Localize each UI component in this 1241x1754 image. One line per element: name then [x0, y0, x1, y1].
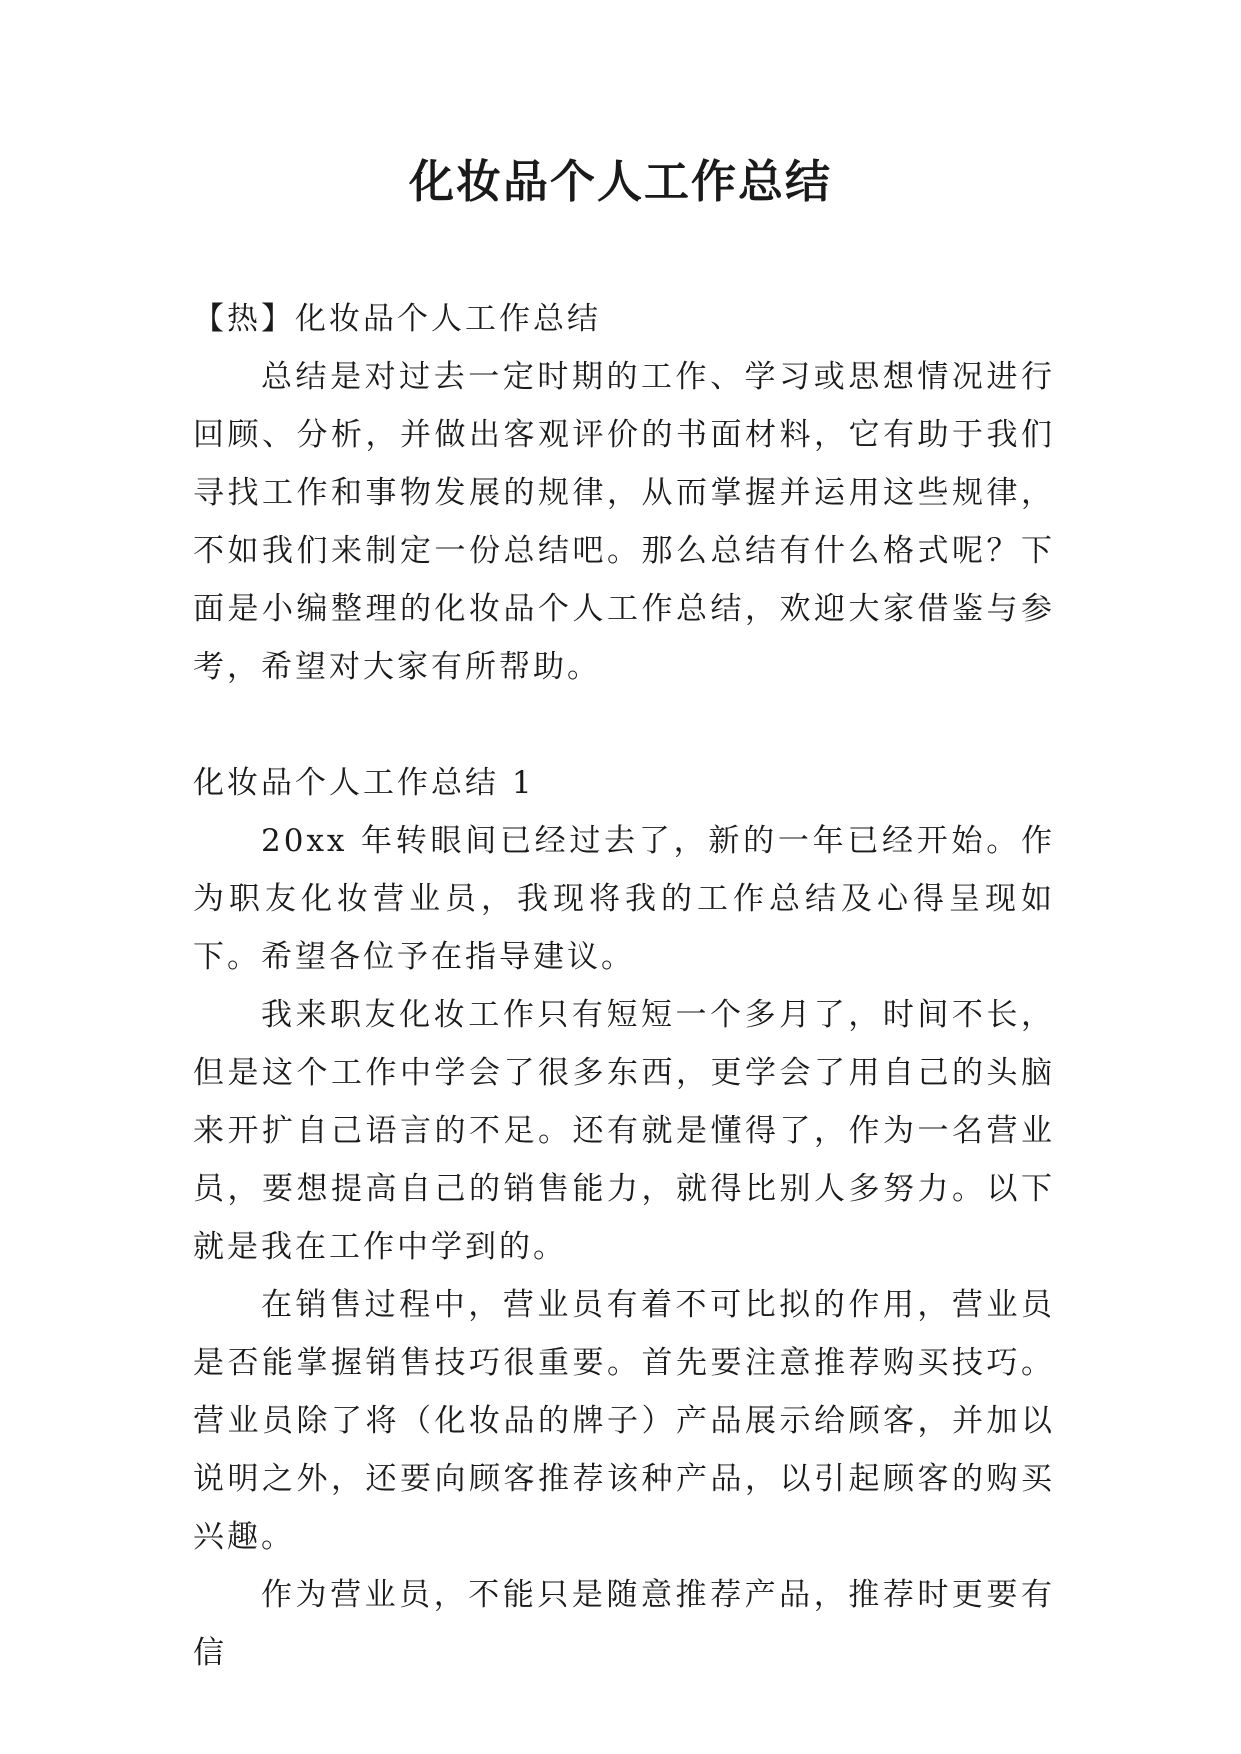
body-paragraph-3: 在销售过程中，营业员有着不可比拟的作用，营业员是否能掌握销售技巧很重要。首先要注意推荐购买技巧。营业员除了将（化妆品的牌子）产品展示给顾客，并加以说明之外，还要向顾客推荐该种产品，以引起顾客的购买兴趣。	[193, 1287, 1055, 1555]
body-paragraph-4: 作为营业员，不能只是随意推荐产品，推荐时更要有信	[193, 1577, 1055, 1671]
document-body	[193, 290, 1055, 1682]
section-heading: 化妆品个人工作总结 1	[193, 765, 535, 801]
body-paragraph-1: 20xx 年转眼间已经过去了，新的一年已经开始。作为职友化妆营业员，我现将我的工作总结及心得呈现如下。希望各位予在指导建议。	[193, 823, 1055, 975]
intro-paragraph: 总结是对过去一定时期的工作、学习或思想情况进行回顾、分析，并做出客观评价的书面材料，它有助于我们寻找工作和事物发展的规律，从而掌握并运用这些规律，不如我们来制定一份总结吧。那么总结有什么格式呢？下面是小编整理的化妆品个人工作总结，欢迎大家借鉴与参考，希望对大家有所帮助。	[193, 359, 1055, 685]
body-paragraph-2: 我来职友化妆工作只有短短一个多月了，时间不长，但是这个工作中学会了很多东西，更学会了用自己的头脑来开扩自己语言的不足。还有就是懂得了，作为一名营业员，要想提高自己的销售能力，就得比别人多努力。以下就是我在工作中学到的。	[193, 997, 1055, 1265]
intro-heading: 【热】化妆品个人工作总结	[193, 301, 601, 337]
document-title: 化妆品个人工作总结	[408, 155, 832, 208]
